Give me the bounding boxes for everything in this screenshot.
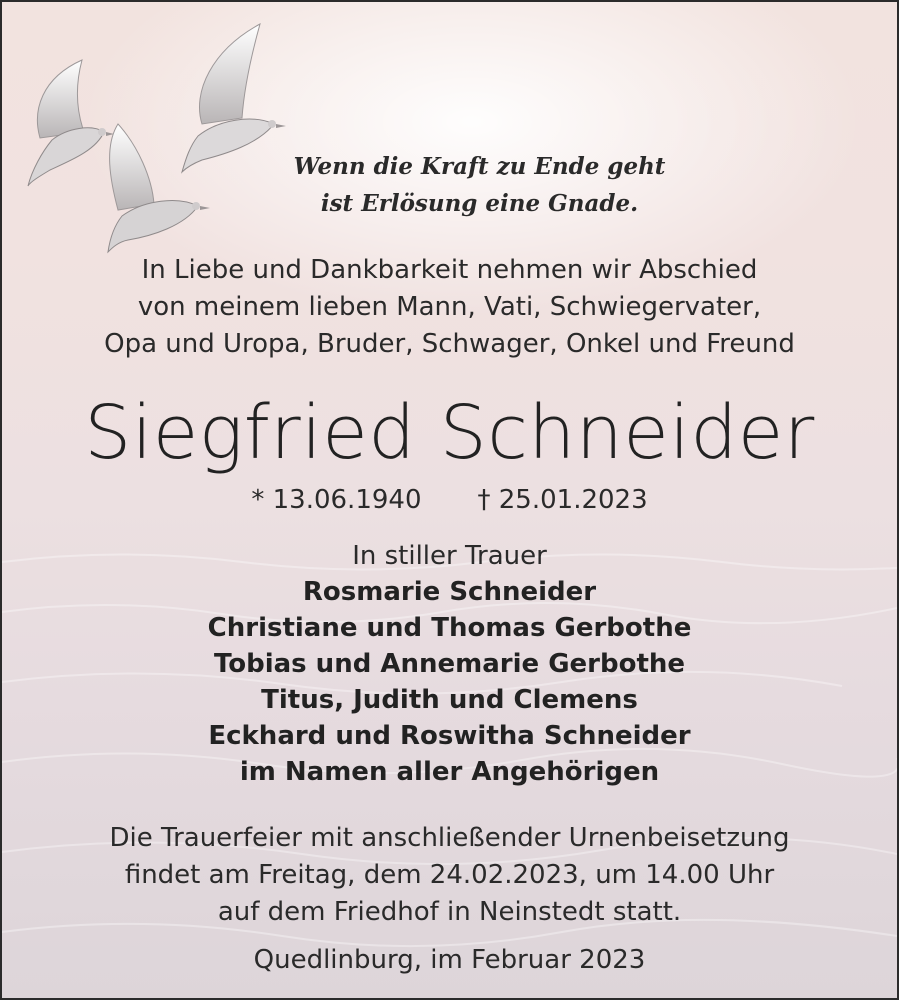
motto (62, 148, 897, 222)
mourner-name: Eckhard und Roswitha Schneider (208, 721, 691, 751)
farewell-line: Opa und Uropa, Bruder, Schwager, Onkel und Freund (104, 329, 795, 359)
farewell-line: von meinem lieben Mann, Vati, Schwiegervater, (137, 292, 762, 322)
service-line: auf dem Friedhof in Neinstedt statt. (217, 897, 682, 927)
life-dates (2, 482, 897, 518)
mourning-intro: In stiller Trauer (352, 541, 547, 571)
mourner-name: Tobias und Annemarie Gerbothe (213, 649, 686, 679)
doves-illustration (22, 20, 302, 260)
mourner-name: Titus, Judith und Clemens (261, 685, 638, 715)
service-line: Die Trauerfeier mit anschließender Urnenbeisetzung (109, 823, 790, 853)
death-date: † 25.01.2023 (477, 485, 648, 515)
mourner-name: Christiane und Thomas Gerbothe (207, 613, 692, 643)
deceased-name: Siegfried Schneider (84, 390, 815, 476)
mourners-block (2, 538, 897, 790)
mourner-name: Rosmarie Schneider (302, 577, 597, 607)
birth-date: * 13.06.1940 (251, 485, 422, 515)
motto-line: ist Erlösung eine Gnade. (320, 190, 639, 217)
funeral-service-info (2, 820, 897, 931)
service-line: findet am Freitag, dem 24.02.2023, um 14.00 Uhr (124, 860, 775, 890)
place-and-date: Quedlinburg, im Februar 2023 (253, 945, 646, 975)
farewell-line: In Liebe und Dankbarkeit nehmen wir Abschied (141, 255, 758, 285)
motto-line: Wenn die Kraft zu Ende geht (293, 153, 666, 180)
mourner-name: im Namen aller Angehörigen (239, 757, 660, 787)
farewell-text (2, 252, 897, 363)
